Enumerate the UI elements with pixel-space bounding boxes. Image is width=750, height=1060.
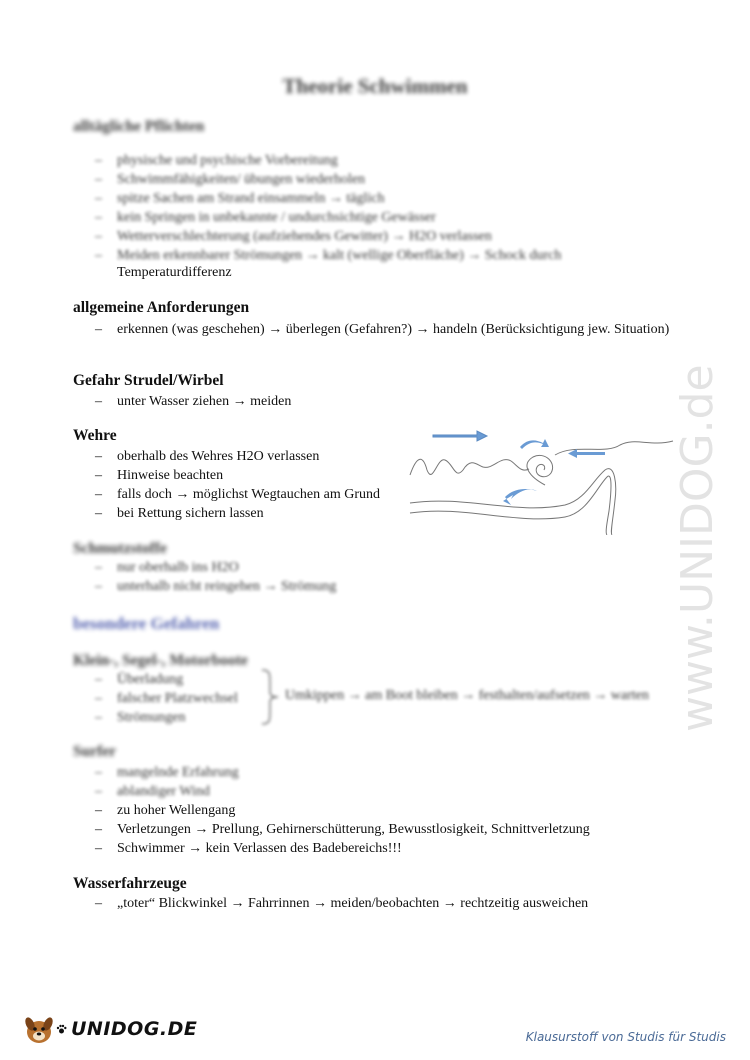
weir-diagram xyxy=(405,425,685,535)
list-item: – Schwimmer → kein Verlassen des Badebereichs!!! xyxy=(95,839,695,858)
list-item: – Strömungen xyxy=(95,708,265,727)
list-item: – unterhalb nicht reingehen → Strömung xyxy=(95,577,695,596)
section-heading: Surfer xyxy=(73,743,117,760)
section-heading: besondere Gefahren xyxy=(73,614,220,633)
section-heading: allgemeine Anforderungen xyxy=(73,299,250,316)
list-item: – nur oberhalb ins H2O xyxy=(95,558,695,577)
section-list xyxy=(95,447,405,523)
watermark-text: www.UNIDOG.de xyxy=(672,364,723,732)
section-heading: alltägliche Pflichten xyxy=(73,118,205,135)
list-item: – Hinweise beachten xyxy=(95,466,405,485)
section-list xyxy=(95,320,675,339)
unidog-logo xyxy=(22,1012,197,1046)
section-list xyxy=(95,558,695,596)
list-item: – ablandiger Wind xyxy=(95,782,695,801)
list-item: – kein Springen in unbekannte / undurchsichtige Gewässer xyxy=(95,208,695,227)
list-item: – Meiden erkennbarer Strömungen → kalt (wellige Oberfläche) → Schock durch xyxy=(95,246,695,265)
list-item: – falscher Platzwechsel xyxy=(95,689,265,708)
list-item: – „toter“ Blickwinkel → Fahrrinnen → meiden/beobachten → rechtzeitig ausweichen xyxy=(95,894,695,913)
brace xyxy=(260,668,280,726)
list-item-continuation: Temperaturdifferenz xyxy=(117,265,232,280)
list-item: – mangelnde Erfahrung xyxy=(95,763,695,782)
page-title: Theorie Schwimmen xyxy=(282,74,468,98)
list-item: – falls doch → möglichst Wegtauchen am Grund xyxy=(95,485,405,504)
list-item: – Verletzungen → Prellung, Gehirnerschütterung, Bewusstlosigkeit, Schnittverletzung xyxy=(95,820,695,839)
footer-tagline: Klausurstoff von Studis für Studis xyxy=(525,1030,726,1044)
list-item: – spitze Sachen am Strand einsammeln → täglich xyxy=(95,189,695,208)
section-heading: Wehre xyxy=(73,427,117,444)
section-heading: Gefahr Strudel/Wirbel xyxy=(73,372,224,389)
list-item: – erkennen (was geschehen) → überlegen (Gefahren?) → handeln (Berücksichtigung jew. Situation) xyxy=(95,320,675,339)
list-item: – oberhalb des Wehres H2O verlassen xyxy=(95,447,405,466)
list-item: – physische und psychische Vorbereitung xyxy=(95,151,695,170)
section-heading: Wasserfahrzeuge xyxy=(73,875,187,892)
list-item: – zu hoher Wellengang xyxy=(95,801,695,820)
list-item: – bei Rettung sichern lassen xyxy=(95,504,405,523)
list-item: – Überladung xyxy=(95,670,265,689)
section-list xyxy=(95,392,695,411)
logo-text: UNIDOG.DE xyxy=(71,1018,198,1040)
list-item: – Schwimmfähigkeiten/ übungen wiederholen xyxy=(95,170,695,189)
section-list xyxy=(95,763,695,858)
section-heading: Schmutzstoffe xyxy=(73,540,167,557)
brace-text: Umkippen → am Boot bleiben → festhalten/aufsetzen → warten xyxy=(285,688,649,703)
paw-icon xyxy=(56,1024,67,1035)
section-list xyxy=(95,151,695,265)
section-heading: Klein-, Segel-, Motorboote xyxy=(73,652,248,669)
section-list xyxy=(95,670,265,727)
dog-mascot-icon xyxy=(22,1012,56,1046)
section-list xyxy=(95,894,695,913)
list-item: – Wetterverschlechterung (aufziehendes Gewitter) → H2O verlassen xyxy=(95,227,695,246)
list-item: – unter Wasser ziehen → meiden xyxy=(95,392,695,411)
